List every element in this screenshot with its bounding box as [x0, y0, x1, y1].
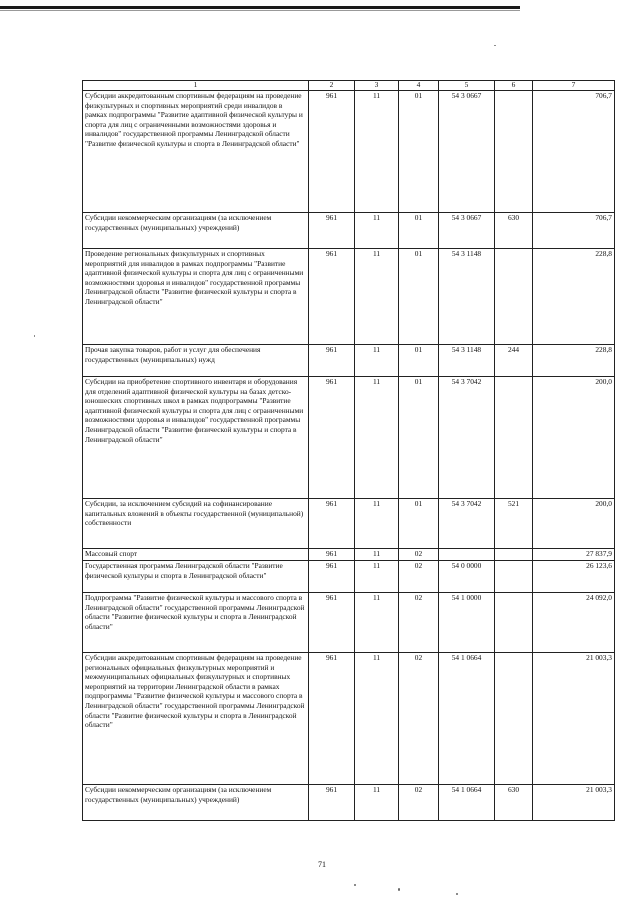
- table-row: [83, 785, 615, 821]
- row-amount: 228,8: [533, 345, 615, 377]
- col-header-6: 6: [495, 81, 533, 91]
- row-code-ministry: 961: [309, 561, 355, 593]
- row-code-ministry: 961: [309, 653, 355, 785]
- scan-top-edge: [0, 6, 520, 9]
- row-code-ministry: 961: [309, 499, 355, 549]
- row-code-ministry: 961: [309, 91, 355, 213]
- row-code-expense: [495, 91, 533, 213]
- row-amount: 27 837,9: [533, 549, 615, 561]
- table-row: [83, 91, 615, 213]
- scan-speck: [398, 888, 400, 891]
- header-row: [83, 81, 615, 91]
- col-header-4: 4: [399, 81, 439, 91]
- page-number: 71: [318, 860, 326, 869]
- scan-top-edge-thin: [0, 10, 520, 11]
- row-code-ministry: 961: [309, 549, 355, 561]
- row-code-target: 54 1 0000: [439, 593, 495, 653]
- table-row: [83, 561, 615, 593]
- row-code-section: 11: [355, 499, 399, 549]
- col-header-1: 1: [83, 81, 309, 91]
- row-code-section: 11: [355, 549, 399, 561]
- row-code-subsection: 02: [399, 785, 439, 821]
- row-code-subsection: 01: [399, 345, 439, 377]
- row-name: Проведение региональных физкультурных и спортивных мероприятий для инвалидов в рамках подпрограммы "Развитие адаптивной физической культуры и спорта для лиц с ограниченными возможностями здоровья и инвалидов" государственной программы Ленинградской области "Развитие физической культуры и спорта в Ленинградской области": [83, 249, 309, 345]
- row-code-section: 11: [355, 653, 399, 785]
- table-row: [83, 377, 615, 499]
- row-code-ministry: 961: [309, 213, 355, 249]
- row-code-expense: 521: [495, 499, 533, 549]
- row-amount: 706,7: [533, 91, 615, 213]
- row-amount: 21 003,3: [533, 785, 615, 821]
- table-row: [83, 653, 615, 785]
- row-name: Прочая закупка товаров, работ и услуг для обеспечения государственных (муниципальных) нужд: [83, 345, 309, 377]
- scan-speck: [456, 893, 458, 895]
- row-code-section: 11: [355, 377, 399, 499]
- row-code-section: 11: [355, 785, 399, 821]
- row-code-expense: [495, 593, 533, 653]
- col-header-3: 3: [355, 81, 399, 91]
- row-name: Массовый спорт: [83, 549, 309, 561]
- table-row: [83, 213, 615, 249]
- row-code-subsection: 01: [399, 213, 439, 249]
- row-code-section: 11: [355, 249, 399, 345]
- row-code-target: 54 0 0000: [439, 561, 495, 593]
- row-name: Субсидии аккредитованным спортивным федерациям на проведение физкультурных и спортивных мероприятий среди инвалидов в рамках подпрограммы "Развитие адаптивной физической культуры и спорта для лиц с ограниченными возможностями здоровья и инвалидов" государственной программы Ленинградской области "Развитие физической культуры и спорта в Ленинградской области": [83, 91, 309, 213]
- row-code-ministry: 961: [309, 377, 355, 499]
- row-code-subsection: 02: [399, 561, 439, 593]
- row-amount: 200,0: [533, 499, 615, 549]
- row-code-subsection: 02: [399, 653, 439, 785]
- row-code-target: 54 1 0664: [439, 653, 495, 785]
- table-row: [83, 345, 615, 377]
- row-name: Подпрограмма "Развитие физической культуры и массового спорта в Ленинградской области" государственной программы Ленинградской области "Развитие физической культуры и спорта в Ленинградской области": [83, 593, 309, 653]
- row-code-subsection: 01: [399, 91, 439, 213]
- row-name: Субсидии, за исключением субсидий на софинансирование капитальных вложений в объекты государственной (муниципальной) собственности: [83, 499, 309, 549]
- table-row: [83, 549, 615, 561]
- row-code-expense: [495, 549, 533, 561]
- budget-table: [82, 80, 615, 821]
- row-code-subsection: 02: [399, 549, 439, 561]
- row-code-ministry: 961: [309, 785, 355, 821]
- row-amount: 200,0: [533, 377, 615, 499]
- row-code-target: 54 3 1148: [439, 249, 495, 345]
- row-code-section: 11: [355, 213, 399, 249]
- row-code-section: 11: [355, 345, 399, 377]
- col-header-7: 7: [533, 81, 615, 91]
- row-amount: 21 003,3: [533, 653, 615, 785]
- row-code-target: 54 3 7042: [439, 499, 495, 549]
- row-name: Государственная программа Ленинградской области "Развитие физической культуры и спорта в Ленинградской области": [83, 561, 309, 593]
- row-name: Субсидии некоммерческим организациям (за исключением государственных (муниципальных) учреждений): [83, 785, 309, 821]
- row-code-ministry: 961: [309, 345, 355, 377]
- row-code-subsection: 01: [399, 249, 439, 345]
- row-code-section: 11: [355, 593, 399, 653]
- table-row: [83, 593, 615, 653]
- row-code-subsection: 01: [399, 499, 439, 549]
- row-code-expense: [495, 561, 533, 593]
- row-code-expense: 630: [495, 213, 533, 249]
- row-code-ministry: 961: [309, 249, 355, 345]
- row-amount: 26 123,6: [533, 561, 615, 593]
- row-amount: 706,7: [533, 213, 615, 249]
- row-code-expense: [495, 249, 533, 345]
- row-name: Субсидии на приобретение спортивного инвентаря и оборудования для отделений адаптивной физической культуры на базах детско-юношеских спортивных школ в рамках подпрограммы "Развитие адаптивной физической культуры и спорта для лиц с ограниченными возможностями здоровья и инвалидов" государственной программы Ленинградской области "Развитие физической культуры и спорта в Ленинградской области": [83, 377, 309, 499]
- col-header-2: 2: [309, 81, 355, 91]
- row-code-subsection: 01: [399, 377, 439, 499]
- table-row: [83, 249, 615, 345]
- row-code-target: 54 3 7042: [439, 377, 495, 499]
- scan-speck: [494, 45, 496, 46]
- row-code-expense: [495, 377, 533, 499]
- row-name: Субсидии некоммерческим организациям (за исключением государственных (муниципальных) учреждений): [83, 213, 309, 249]
- row-code-target: 54 3 0667: [439, 213, 495, 249]
- row-code-ministry: 961: [309, 593, 355, 653]
- row-code-section: 11: [355, 91, 399, 213]
- row-code-target: 54 3 0667: [439, 91, 495, 213]
- scan-speck: [354, 884, 356, 886]
- row-code-expense: 630: [495, 785, 533, 821]
- row-code-expense: 244: [495, 345, 533, 377]
- row-code-subsection: 02: [399, 593, 439, 653]
- row-code-target: 54 3 1148: [439, 345, 495, 377]
- col-header-5: 5: [439, 81, 495, 91]
- row-code-target: [439, 549, 495, 561]
- table-row: [83, 499, 615, 549]
- row-name: Субсидии аккредитованным спортивным федерациям на проведение региональных официальных физкультурных мероприятий и межмуниципальных официальных физкультурных и спортивных мероприятий на территории Ленинградской области в рамках подпрограммы "Развитие физической культуры и массового спорта в Ленинградской области" государственной программы Ленинградской области "Развитие физической культуры и спорта в Ленинградской области": [83, 653, 309, 785]
- row-code-section: 11: [355, 561, 399, 593]
- row-amount: 228,8: [533, 249, 615, 345]
- scan-speck: [34, 335, 35, 337]
- row-code-expense: [495, 653, 533, 785]
- row-amount: 24 092,0: [533, 593, 615, 653]
- row-code-target: 54 1 0664: [439, 785, 495, 821]
